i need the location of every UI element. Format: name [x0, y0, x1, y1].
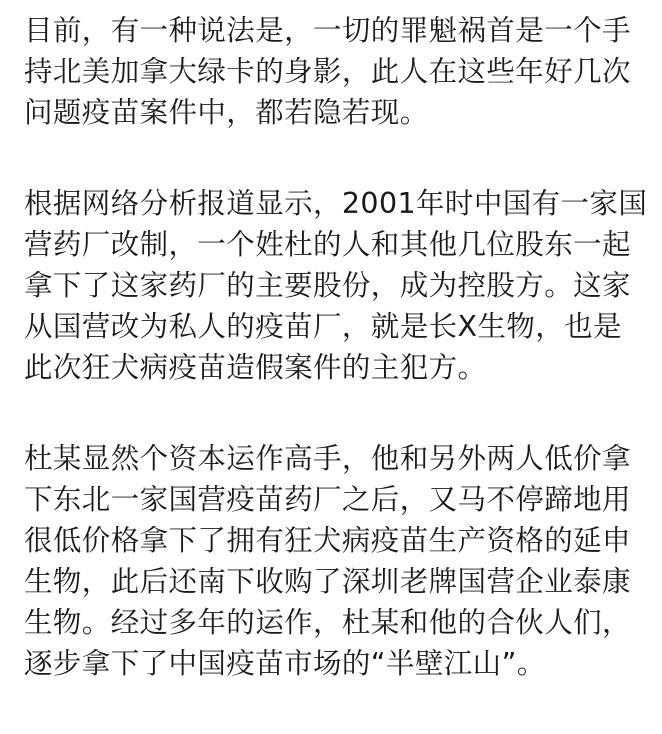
text-line: 营药厂改制，一个姓杜的人和其他几位股东一起 — [24, 228, 631, 261]
text-line: 问题疫苗案件中，都若隐若现。 — [24, 96, 429, 129]
text-line: 此次狂犬病疫苗造假案件的主犯方。 — [24, 351, 487, 384]
text-line: 很低价格拿下了拥有狂犬病疫苗生产资格的延申 — [24, 524, 631, 557]
paragraph — [24, 183, 656, 388]
article-body — [24, 10, 656, 734]
paragraph — [24, 438, 656, 684]
text-line: 生物，此后还南下收购了深圳老牌国营企业泰康 — [24, 565, 631, 598]
text-line: 杜某显然个资本运作高手，他和另外两人低价拿 — [24, 442, 631, 475]
text-line: 目前，有一种说法是，一切的罪魁祸首是一个手 — [24, 14, 631, 47]
text-line: 拿下了这家药厂的主要股份，成为控股方。这家 — [24, 269, 631, 302]
text-line: 持北美加拿大绿卡的身影，此人在这些年好几次 — [24, 55, 631, 88]
paragraph — [24, 10, 656, 133]
text-line: 逐步拿下了中国疫苗市场的“半壁江山”。 — [24, 647, 546, 680]
text-line: 从国营改为私人的疫苗厂，就是长X生物，也是 — [24, 310, 622, 343]
text-line: 根据网络分析报道显示，2001年时中国有一家国 — [24, 187, 648, 220]
text-line: 下东北一家国营疫苗药厂之后，又马不停蹄地用 — [24, 483, 631, 516]
text-line: 生物。经过多年的运作，杜某和他的合伙人们， — [24, 606, 631, 639]
